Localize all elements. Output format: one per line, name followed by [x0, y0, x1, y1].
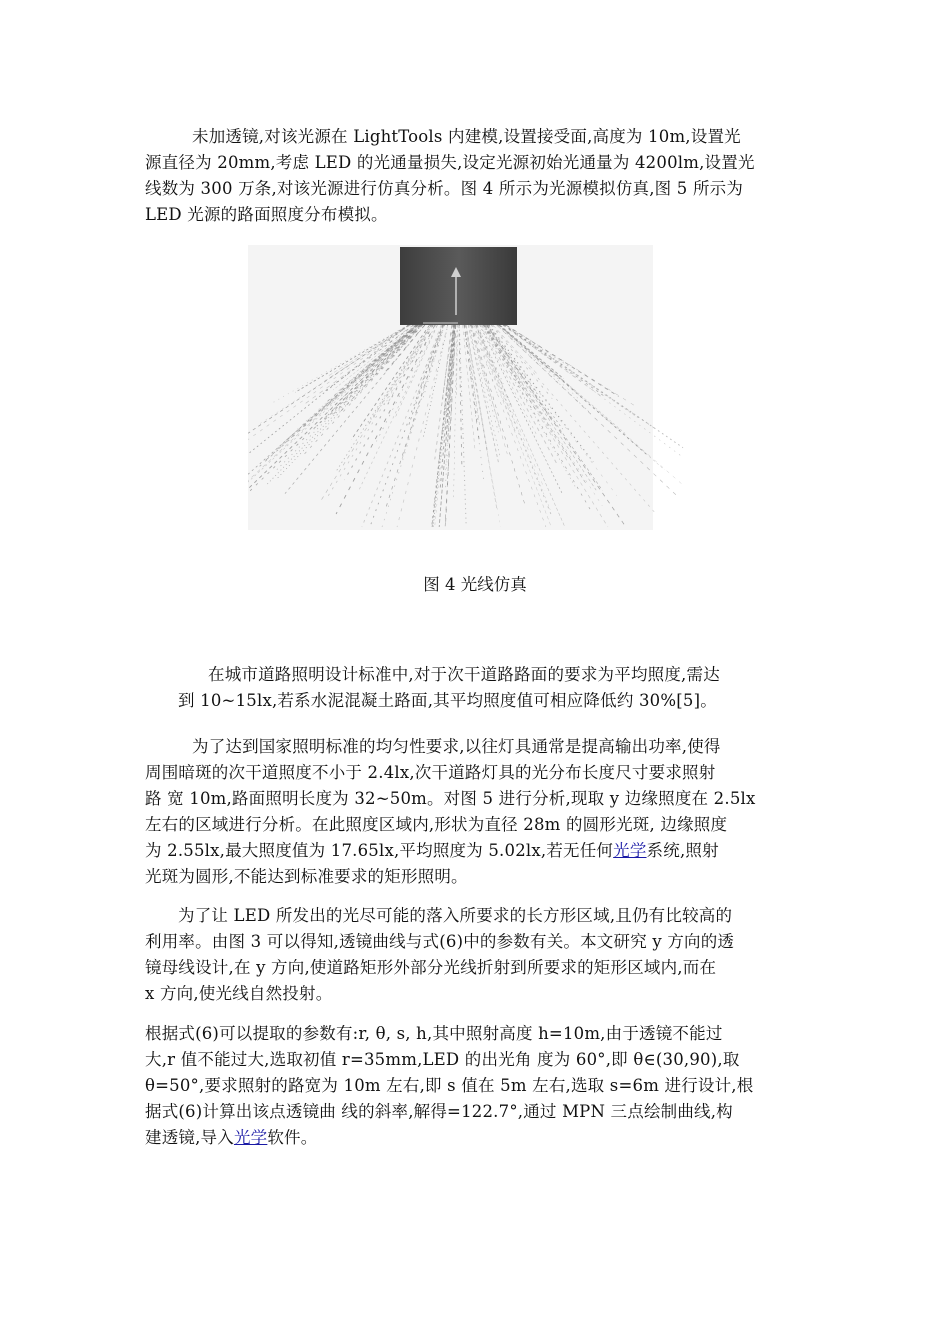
- optics-link[interactable]: 光学: [613, 841, 647, 860]
- text-segment: 为 2.55lx,最大照度值为 17.65lx,平均照度为 5.02lx,若无任何: [145, 841, 614, 860]
- text-line: 周围暗斑的次干道照度不小于 2.4lx,次干道路灯具的光分布长度尺寸要求照射: [145, 763, 716, 782]
- text-line: LED 光源的路面照度分布模拟。: [145, 205, 388, 224]
- text-segment: 系统,照射: [646, 841, 719, 860]
- text-line: 源直径为 20mm,考虑 LED 的光通量损失,设定光源初始光通量为 4200lm,设置光: [145, 153, 755, 172]
- text-segment: 建透镜,导入: [145, 1128, 234, 1147]
- text-line: 左右的区域进行分析。在此照度区域内,形状为直径 28m 的圆形光斑, 边缘照度: [145, 815, 728, 834]
- text-line: 在城市道路照明设计标准中,对于次干道路路面的要求为平均照度,需达: [208, 665, 720, 684]
- paragraph-standard: [145, 662, 810, 714]
- text-line: 为了让 LED 所发出的光尽可能的落入所要求的长方形区域,且仍有比较高的: [178, 906, 733, 925]
- text-line: 为了达到国家照明标准的均匀性要求,以往灯具通常是提高输出功率,使得: [192, 737, 721, 756]
- ray-simulation-image: [248, 245, 688, 530]
- text-line: 镜母线设计,在 y 方向,使道路矩形外部分光线折射到所要求的矩形区域内,而在: [145, 958, 717, 977]
- light-source-block: [400, 247, 517, 325]
- text-line: 未加透镜,对该光源在 LightTools 内建模,设置接受面,高度为 10m,设置光: [192, 127, 741, 146]
- paragraph-intro: [145, 124, 810, 228]
- text-line: θ=50°,要求照射的路宽为 10m 左右,即 s 值在 5m 左右,选取 s=6m 进行设计,根: [145, 1076, 754, 1095]
- text-line: 据式(6)计算出该点透镜曲 线的斜率,解得=122.7°,通过 MPN 三点绘制曲线,构: [145, 1102, 733, 1121]
- text-line: x 方向,使光线自然投射。: [145, 984, 333, 1003]
- text-line: 利用率。由图 3 可以得知,透镜曲线与式(6)中的参数有关。本文研究 y 方向的透: [145, 932, 735, 951]
- text-line: [145, 838, 810, 864]
- text-line: [145, 1125, 810, 1151]
- text-segment: 软件。: [267, 1128, 318, 1147]
- text-line: 路 宽 10m,路面照明长度为 32~50m。对图 5 进行分析,现取 y 边缘照度在 2.5lx: [145, 789, 756, 808]
- paragraph-parameters: [145, 1021, 810, 1151]
- figure-caption: 图 4 光线仿真: [423, 575, 527, 594]
- text-line: 大,r 值不能过大,选取初值 r=35mm,LED 的出光角 度为 60°,即 θ∈(30,90),取: [145, 1050, 740, 1069]
- ray-simulation-figure: [248, 245, 688, 530]
- paragraph-lens-design: [145, 903, 810, 1007]
- text-line: 光斑为圆形,不能达到标准要求的矩形照明。: [145, 867, 468, 886]
- text-line: 根据式(6)可以提取的参数有:r, θ, s, h,其中照射高度 h=10m,由于透镜不能过: [145, 1024, 723, 1043]
- text-line: 到 10~15lx,若系水泥混凝土路面,其平均照度值可相应降低约 30%[5]。: [178, 691, 717, 710]
- paragraph-uniformity: [145, 734, 810, 890]
- optics-link[interactable]: 光学: [233, 1128, 268, 1147]
- text-line: 线数为 300 万条,对该光源进行仿真分析。图 4 所示为光源模拟仿真,图 5 所示为: [145, 179, 744, 198]
